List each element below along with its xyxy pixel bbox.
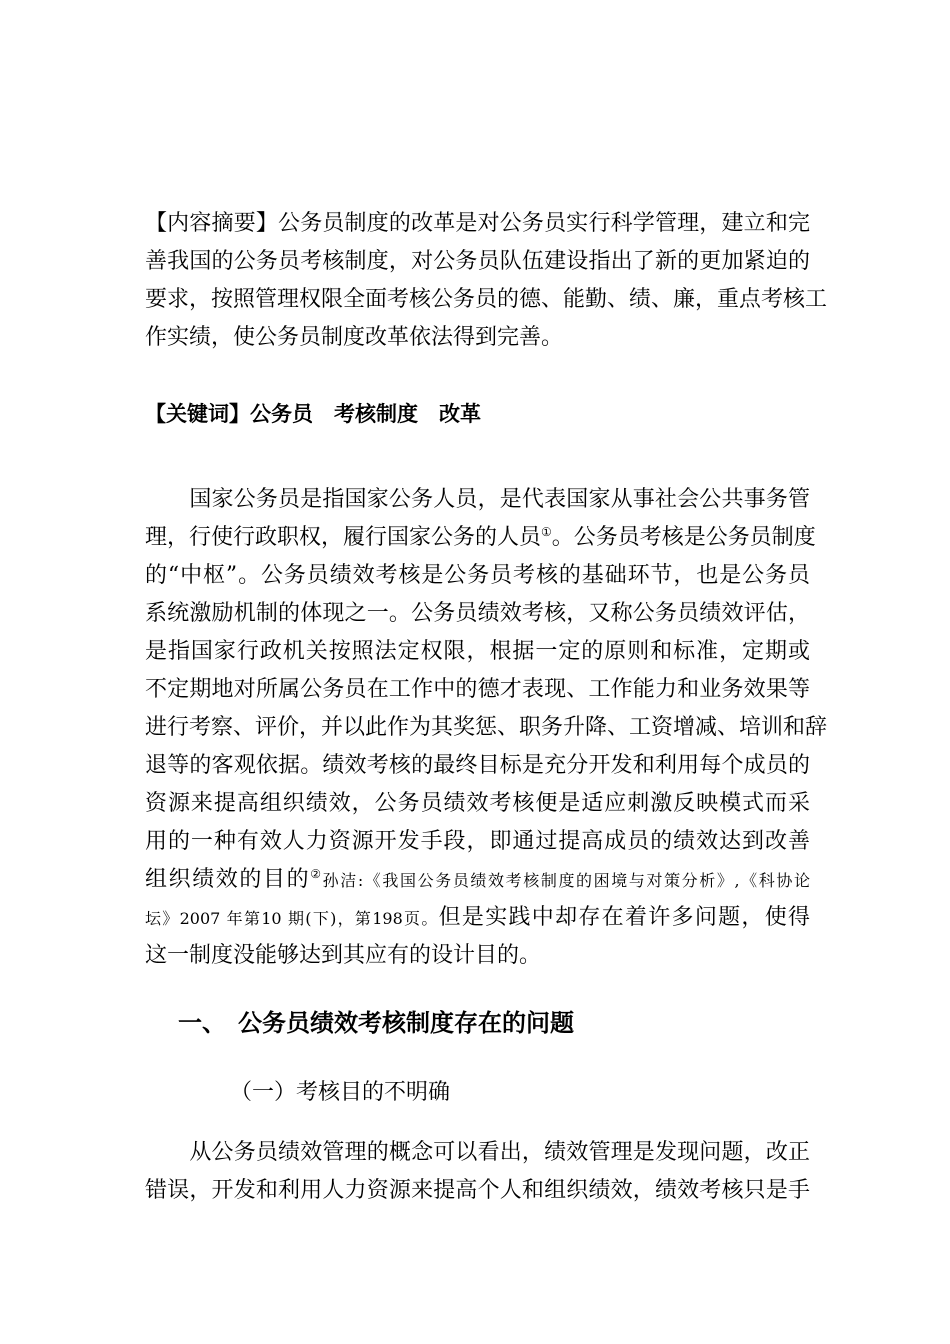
intro-line: 用的一种有效人力资源开发手段，即通过提高成员的绩效达到改善 — [145, 829, 810, 854]
intro-line: 资源来提高组织绩效，公务员绩效考核便是适应刺激反映模式而采 — [145, 791, 810, 816]
intro-line — [145, 519, 816, 557]
intro-line: 不定期地对所属公务员在工作中的德才表现、工作能力和业务效果等 — [145, 677, 810, 702]
section1-paragraph — [145, 1134, 810, 1210]
subsection-heading: （一）考核目的不明确 — [230, 1080, 451, 1105]
abstract-line: 【内容摘要】公务员制度的改革是对公务员实行科学管理，建立和完 — [145, 211, 810, 236]
intro-line — [145, 899, 810, 937]
intro-line — [145, 861, 810, 899]
keywords-text: 【关键词】公务员 考核制度 改革 — [145, 401, 481, 426]
intro-line: 是指国家行政机关按照法定权限，根据一定的原则和标准，定期或 — [145, 639, 810, 664]
inline-citation: 孙洁:《我国公务员绩效考核制度的困境与对策分析》,《科协论 — [322, 871, 810, 890]
abstract-line: 作实绩，使公务员制度改革依法得到完善。 — [145, 325, 564, 350]
intro-line: 的“中枢”。公务员绩效考核是公务员考核的基础环节，也是公务员 — [145, 563, 810, 588]
section1-line: 从公务员绩效管理的概念可以看出，绩效管理是发现问题，改正 — [145, 1140, 810, 1165]
intro-line: 系统激励机制的体现之一。公务员绩效考核，又称公务员绩效评估， — [145, 601, 810, 626]
abstract-paragraph — [145, 205, 828, 357]
footnote-marker-2[interactable]: ② — [310, 867, 323, 881]
intro-line-text: 组织绩效的目的 — [145, 867, 311, 892]
section1-line: 错误，开发和利用人力资源来提高个人和组织绩效，绩效考核只是手 — [145, 1178, 810, 1203]
intro-line: 这一制度没能够达到其应有的设计目的。 — [145, 943, 542, 968]
footnote-marker-1[interactable]: ① — [541, 525, 552, 539]
intro-line-text: 。公务员考核是公务员制度 — [551, 525, 816, 550]
intro-line-text: 理，行使行政职权，履行国家公务的人员 — [145, 525, 542, 550]
intro-line: 退等的客观依据。绩效考核的最终目标是充分开发和利用每个成员的 — [145, 753, 810, 778]
inline-citation: 坛》2007 年第10 期(下)，第198页。 — [145, 909, 439, 928]
abstract-line: 要求，按照管理权限全面考核公务员的德、能勤、绩、廉，重点考核工 — [145, 287, 828, 312]
intro-line: 国家公务员是指国家公务人员，是代表国家从事社会公共事务管 — [145, 487, 810, 512]
intro-line-text: 但是实践中却存在着许多问题，使得 — [438, 905, 810, 930]
intro-line: 进行考察、评价，并以此作为其奖惩、职务升降、工资增减、培训和辞 — [145, 715, 828, 740]
keywords-line — [145, 395, 810, 433]
section-heading: 一、 公务员绩效考核制度存在的问题 — [178, 1008, 574, 1037]
intro-paragraph — [145, 481, 828, 975]
abstract-line: 善我国的公务员考核制度，对公务员队伍建设指出了新的更加紧迫的 — [145, 249, 810, 274]
